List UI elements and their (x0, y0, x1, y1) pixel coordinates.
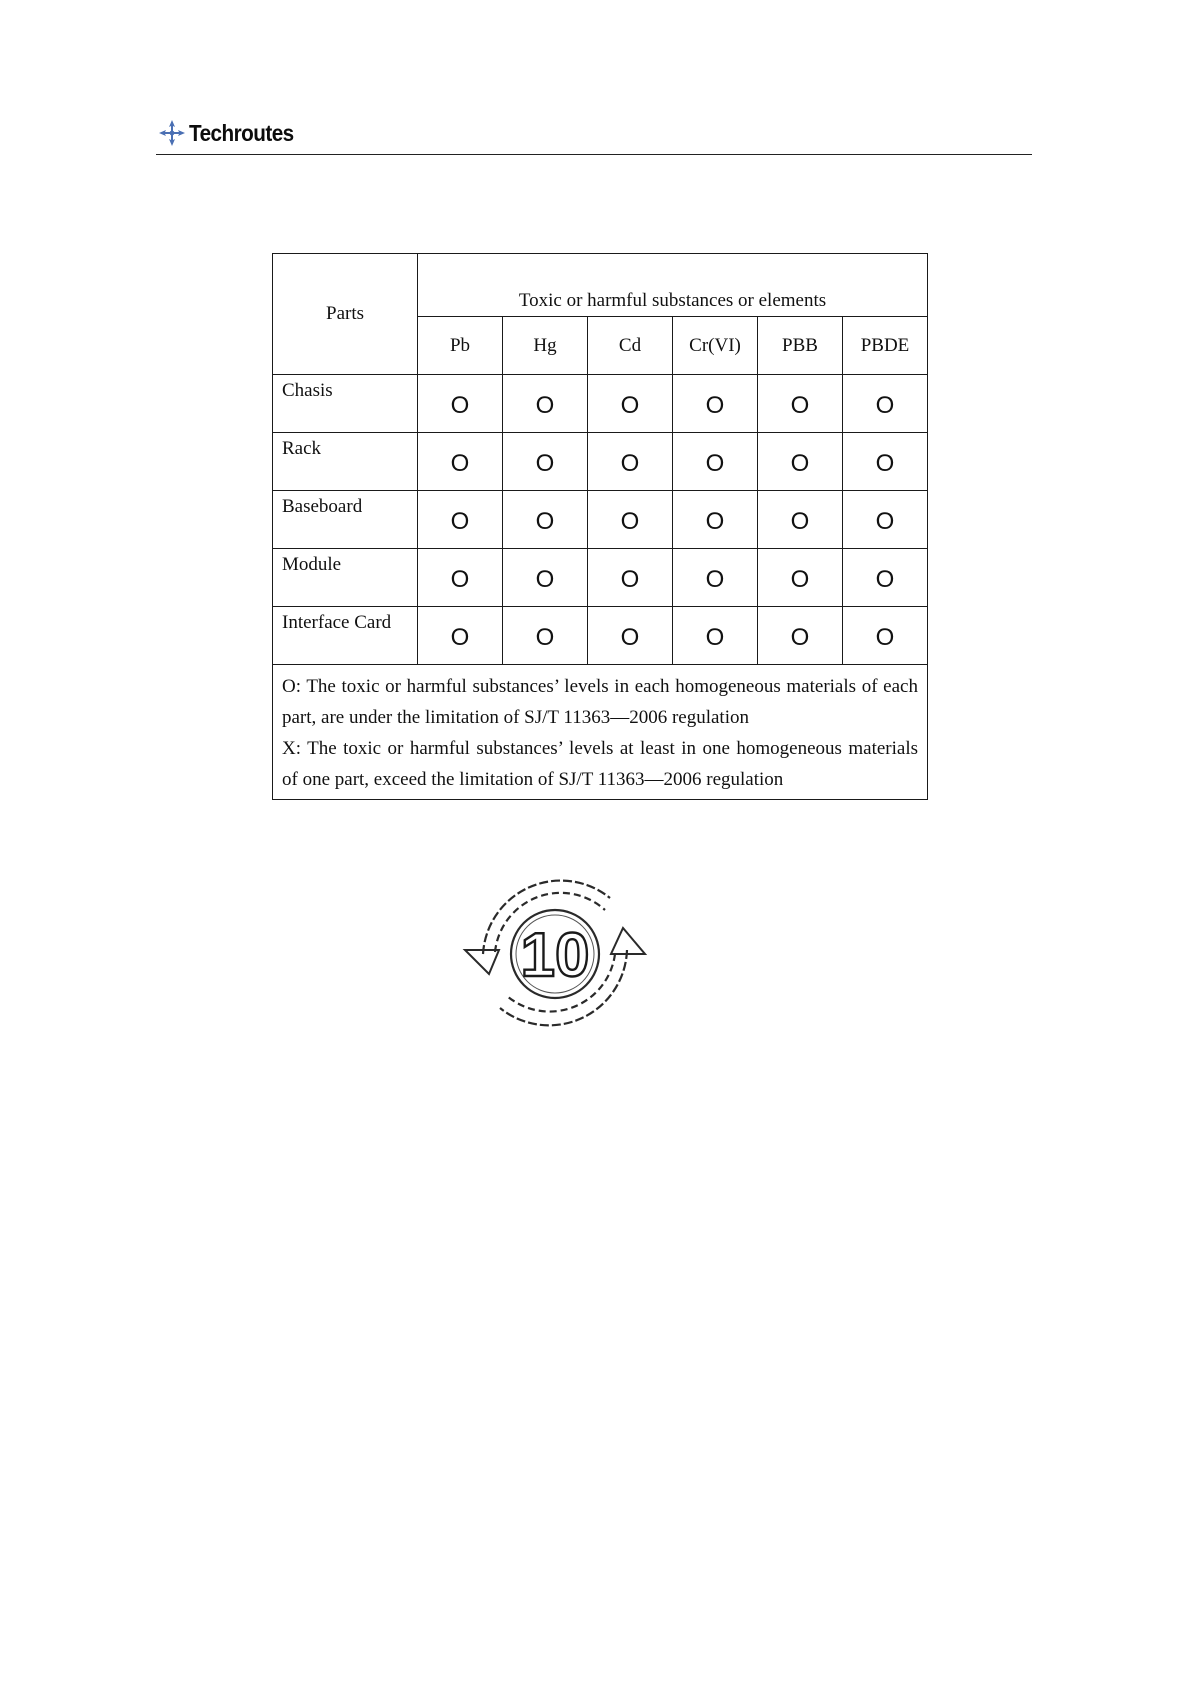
part-name: Baseboard (273, 491, 418, 549)
compliance-mark: O (503, 491, 588, 549)
brand-name: Techroutes (189, 119, 294, 146)
compliance-mark: O (588, 375, 673, 433)
compliance-mark: O (673, 375, 758, 433)
compliance-mark: O (588, 491, 673, 549)
use-period-number: 10 (520, 921, 590, 990)
part-name: Module (273, 549, 418, 607)
compliance-mark: O (503, 549, 588, 607)
compliance-mark: O (503, 433, 588, 491)
substance-header: PBDE (843, 317, 928, 375)
compliance-mark: O (843, 375, 928, 433)
compliance-mark: O (758, 549, 843, 607)
page-header (156, 112, 1032, 156)
compliance-mark: O (758, 375, 843, 433)
note-x-explanation: X: The toxic or harmful substances’ levels at least in one homogeneous materials of one part, exceed the limitation of SJ/T 11363—2006 regulation (282, 738, 918, 790)
table-row (273, 549, 928, 607)
compliance-mark: O (418, 491, 503, 549)
compliance-mark: O (588, 433, 673, 491)
compliance-mark: O (843, 607, 928, 665)
table-note (273, 665, 928, 800)
compliance-mark: O (673, 549, 758, 607)
compliance-mark: O (418, 549, 503, 607)
compliance-mark: O (843, 433, 928, 491)
compliance-mark: O (758, 607, 843, 665)
parts-column-header: Parts (273, 254, 418, 375)
compliance-mark: O (673, 433, 758, 491)
table-header-row (273, 254, 928, 317)
part-name: Rack (273, 433, 418, 491)
table-note-row (273, 665, 928, 800)
compliance-mark: O (843, 491, 928, 549)
compliance-mark: O (418, 433, 503, 491)
compliance-mark: O (588, 549, 673, 607)
compliance-mark: O (673, 491, 758, 549)
substance-header: Cd (588, 317, 673, 375)
substance-header: Hg (503, 317, 588, 375)
compliance-mark: O (503, 607, 588, 665)
substance-header: Pb (418, 317, 503, 375)
table-row (273, 491, 928, 549)
hazardous-substances-table (272, 253, 928, 800)
table-row (273, 607, 928, 665)
compliance-mark: O (503, 375, 588, 433)
compliance-mark: O (673, 607, 758, 665)
compliance-mark: O (758, 433, 843, 491)
table-row (273, 433, 928, 491)
environment-friendly-use-period-icon (455, 866, 655, 1038)
compliance-mark: O (418, 375, 503, 433)
substance-header: PBB (758, 317, 843, 375)
compliance-mark: O (588, 607, 673, 665)
company-logo (158, 118, 305, 148)
header-rule (156, 154, 1032, 155)
compliance-mark: O (843, 549, 928, 607)
part-name: Interface Card (273, 607, 418, 665)
note-o-explanation: O: The toxic or harmful substances’ levels in each homogeneous materials of each part, are under the limitation of SJ/T 11363—2006 regulation (282, 676, 918, 728)
table-row (273, 375, 928, 433)
compliance-mark: O (418, 607, 503, 665)
part-name: Chasis (273, 375, 418, 433)
techroutes-logo-icon (158, 119, 186, 147)
compliance-mark: O (758, 491, 843, 549)
substance-header: Cr(VI) (673, 317, 758, 375)
substances-group-header: Toxic or harmful substances or elements (418, 254, 928, 317)
